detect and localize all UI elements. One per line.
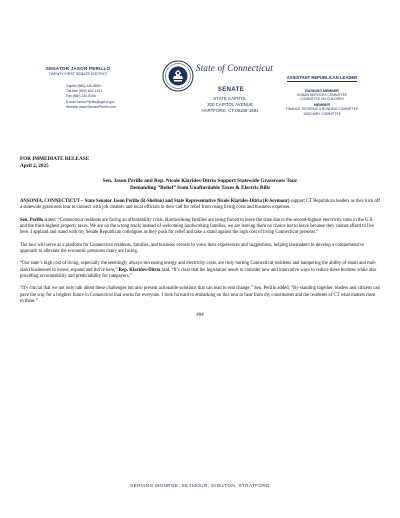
end-mark: ### (196, 313, 204, 318)
contact-line: Capitol (860) 240-8800 (66, 84, 101, 88)
paragraph-text: said. “It’s clear that the legislature needs to consider new and innovative ways to reduce these burdens while also providing accountability and predictability for ratepayers.” (20, 267, 377, 279)
speaker-name: Sen. Perillo (20, 217, 44, 223)
contact-line: E-mail Jason.Perillo@cga.ct.gov (66, 100, 115, 105)
paragraph-text: stated, “Connecticut residents are facing an affordability crisis. Hardworking families are being forced to leave the state due to the second-highest electricity rates in the U.S. and the third-highest property taxes. We are on the wrong track; instead of welcoming hardworking families, we are leaving them no choice but to leave because they cannot afford to live here. I applaud and stand with my Senate Republican colleagues as they push for relief and take a stand against the high cost of living Connecticut presents.” (20, 217, 375, 236)
footer-serving: SERVING MONROE, SEYMOUR, SHELTON, STRATFORD (130, 483, 270, 488)
committee-item: JUDICIARY COMMITTEE (303, 111, 341, 116)
senator-name: SENATOR JASON PERILLO (45, 66, 111, 71)
contact-line: Website www.SenatorPerillo.com (66, 105, 116, 110)
address-line: STATE CAPITOL (213, 96, 247, 101)
dateline: ANSONIA, CONNECTICUT – State Senator Jason Perillo (R-Shelton) and State Representative Nicole Klarides-Ditria (R-Seymour) (20, 199, 290, 204)
contact-block (66, 84, 116, 110)
address-line: HARTFORD, CT 06106-1591 (201, 108, 259, 113)
release-body (20, 199, 380, 319)
state-of-connecticut-title: State of Connecticut (196, 63, 273, 73)
release-date: April 2, 2025 (20, 163, 49, 169)
senator-district: TWENTY-FIRST SENATE DISTRICT (48, 72, 108, 76)
member-label: MEMBER (314, 103, 330, 108)
committee-item: FINANCE, REVENUE & BONDING COMMITTEE (285, 107, 359, 112)
paragraph-text: support CT Republican leaders as they kick off a statewide grassroots tour to connect with job creators and local officials in their call for relief from rising living costs and business expenses. (20, 199, 381, 211)
committee-item: HUMAN SERVICES COMMITTEE (296, 93, 348, 97)
committee-item: COMMITTEE ON CHILDREN (300, 97, 344, 102)
body-paragraph (20, 261, 380, 280)
senator-header (18, 66, 138, 76)
headline (30, 178, 370, 193)
headline-line-1: Sen. Jason Perillo and Rep. Nicole Klarides-Ditria Support Statewide Grassroots Tour (102, 178, 298, 184)
contact-line: Fax (860) 240-8306 (66, 93, 96, 98)
speaker-name: Rep. Klarides-Ditria (117, 267, 161, 273)
leader-title: ASSISTANT REPUBLICAN LEADER (286, 75, 358, 80)
release-label: FOR IMMEDIATE RELEASE (20, 156, 90, 162)
body-paragraph: The tour will serve as a platform for Connecticut residents, families, and business owners to voice their experiences and suggestions, helping lawmakers to develop a comprehensive approach to alleviate the economic pressures many are facing. (20, 242, 365, 254)
leadership-block (256, 66, 388, 116)
address-line: 300 CAPITOL AVENUE (207, 102, 253, 107)
paragraph-text: “Our state’s high cost of living, especially the seemingly always-increasing energy and electricity costs, are truly hurting Connecticut residents and hampering the ability of small and mid-sized businesses to invest, expand and thrive here,” (20, 261, 377, 273)
release-info (20, 156, 89, 170)
state-seal-icon (162, 60, 194, 92)
senate-title: SENATE (217, 87, 245, 93)
body-paragraph (20, 199, 380, 212)
body-paragraph (20, 218, 380, 237)
contact-line: Toll-free (800) 842-1421 (66, 88, 103, 93)
body-paragraph: “It’s crucial that we not only talk about these challenges but also present actionable solutions that can lead to real change,” Sen. Perillo added, “By standing together, leaders and citizens can pave the way for a brighter future in Connecticut that works for everyone. I look forward to embarking on this tour to hear from my constituents and the residents of CT what matters most to them.” (20, 286, 380, 304)
ranking-member-label: RANKING MEMBER (305, 89, 339, 93)
headline-line-2: Demanding “Relief” from Unaffordable Taxes & Electric Bills (129, 185, 271, 192)
